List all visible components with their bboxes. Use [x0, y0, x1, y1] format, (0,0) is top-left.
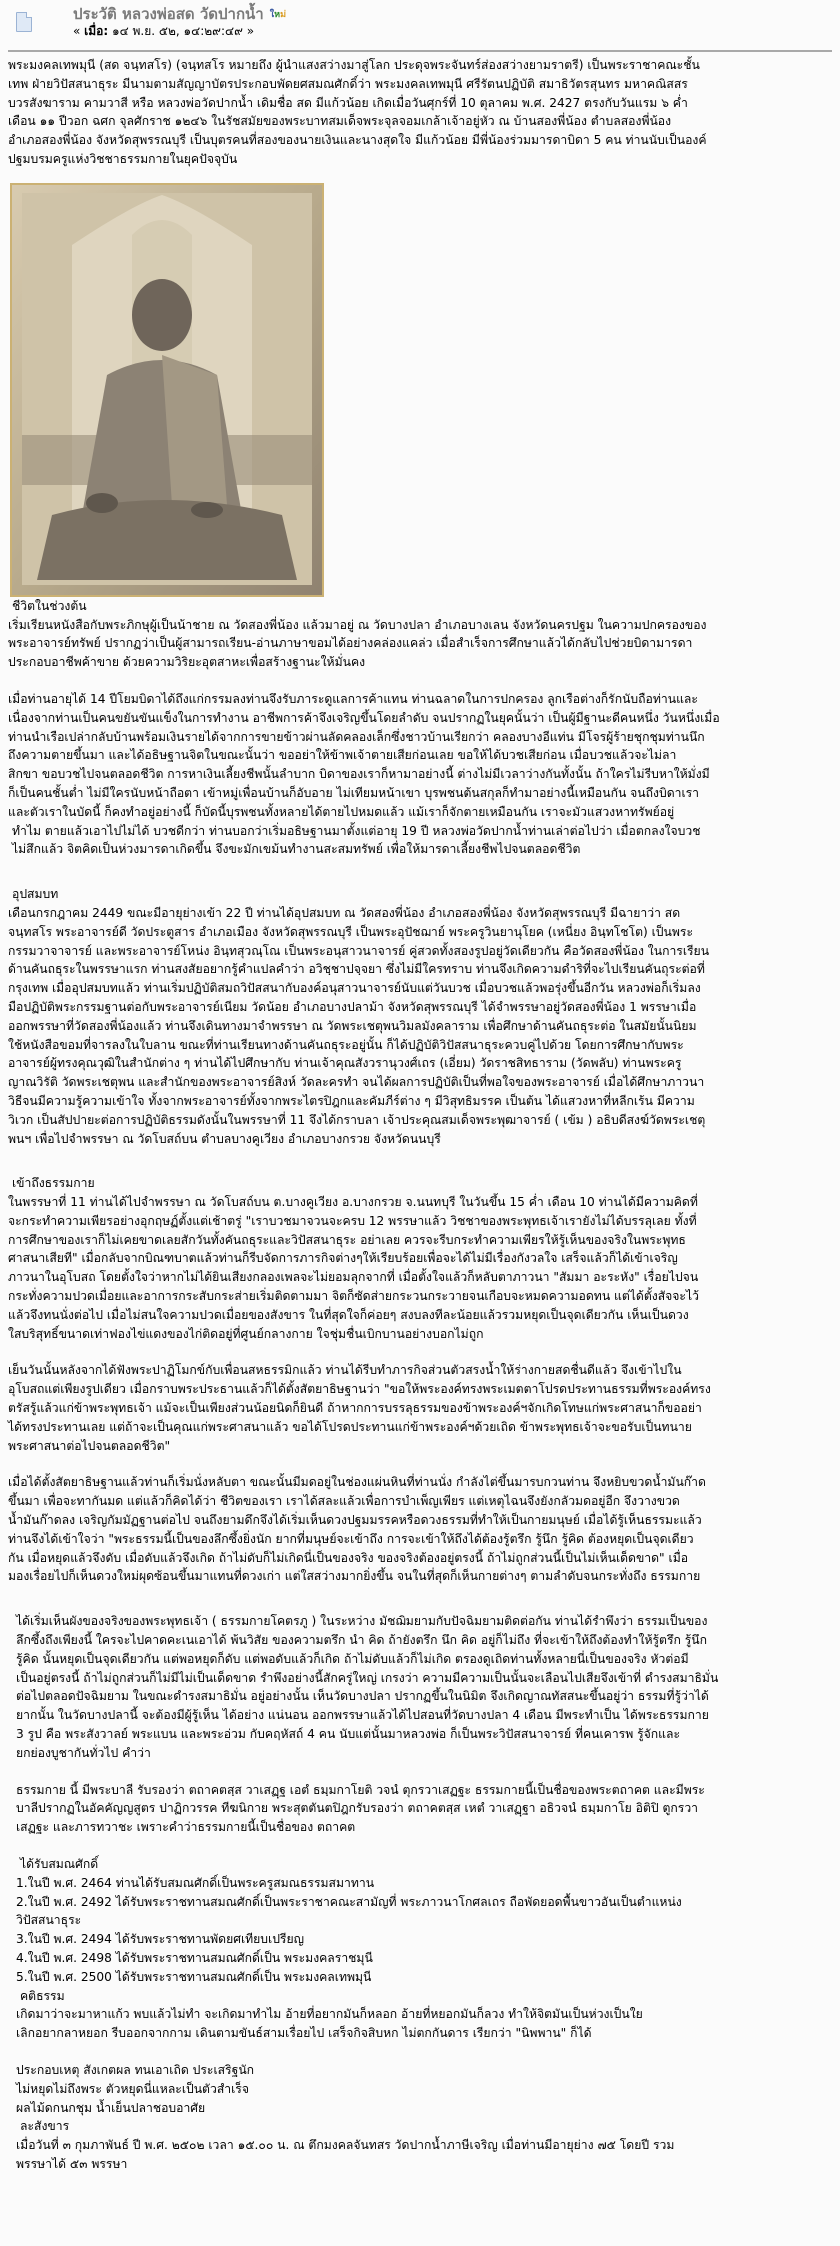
new-badge	[270, 10, 286, 20]
early-life-paragraph-2	[8, 690, 834, 859]
text-line: ใสบริสุทธิ์ขนาดเท่าฟองไข่แดงของไก่ติดอยู่ที่ศูนย์กลางกาย ใจชุ่มชื่นเบิกบานอย่างบอกไม่ถูก	[8, 1326, 484, 1341]
text-line: พระอาจารย์ทรัพย์ ปรากฏว่าเป็นผู้สามารถเรียน-อ่านภาษาขอมได้อย่างคล่องแคล่ว เมื่อสำเร็จการศึกษาแล้วได้กลับไปช่วยบิดามารดา	[8, 636, 693, 651]
teachings-paragraph	[16, 2005, 834, 2043]
list-item: วิปัสสนาธุระ	[16, 1913, 82, 1928]
section-heading-dhammakaya: เข้าถึงธรรมกาย	[12, 1176, 95, 1191]
post-date	[73, 22, 254, 41]
portrait-photo	[10, 183, 324, 597]
spacer	[8, 1586, 834, 1612]
spacer	[8, 1763, 834, 1781]
text-line: เย็นวันนั้นหลังจากได้ฟังพระปาฏิโมกข์กับเพื่อนสหธรรมิกแล้ว ท่านได้รีบทำภารกิจส่วนตัวสรงน้ำให้ร่างกายสดชื่นดีแล้ว จึงเข้าไปใน	[8, 1363, 682, 1378]
text-line: การศึกษาของเราก็ไม่เคยขาดเลยสักวันทั้งคันถธุระและวิปัสสนาธุระ อย่าเลย ควรจะรีบกระทำความเพียรให้รู้เห็นของจริงในพระพุทธ	[8, 1232, 686, 1247]
text-line: บาลีปรากฏในอัคคัญญสูตร ปาฏิกวรรค ทีฆนิกาย พระสุตตันตปิฎกรับรองว่า ตถาคตสฺส เหตํ วาเสฏฺฐา อธิวจนํ ธมฺมกาโย อิติปิ ตูกรวา	[16, 1801, 699, 1816]
text-line: กระทั่งความปวดเมื่อยและอาการกระสับกระส่ายเริ่มติดตามมา จิตก็ซัดส่ายกระวนกระวายจนเกือบจะหมดความอดทน แต่ได้ตั้งสัจจะไว้	[8, 1289, 699, 1304]
list-item: 4.ในปี พ.ศ. 2498 ได้รับพระราชทานสมณศักดิ์เป็น พระมงคลราชมุนี	[16, 1950, 373, 1965]
text-line: ได้เริ่มเห็นผังของจริงของพระพุทธเจ้า ( ธรรมกายโคตรภู ) ในระหว่าง มัชฌิมยามกับปัจฉิมยามติดต่อกัน ท่านได้รำพึงว่า ธรรมเป็นของ	[16, 1614, 708, 1629]
section-heading-ordination: อุปสมบท	[12, 887, 59, 902]
titles-section	[8, 1855, 834, 2174]
text-line: สิกขา ขอบวชไปจนตลอดชีวิต การหาเงินเลี้ยงชีพนั้นลำบาก บิดาของเราก็หามาอย่างนี้ ต่างไม่มีเวลาว่างกันทั้งนั้น ถ้าใครไม่รีบหาให้มั่งมี	[8, 767, 710, 782]
text-line: เริ่มเรียนหนังสือกับพระภิกษุผู้เป็นน้าชาย ณ วัดสองพี่น้อง แล้วมาอยู่ ณ วัดบางปลา อำเภอบางเลน จังหวัดนครปฐม ในความปกครองของ	[8, 617, 707, 632]
text-line: ประกอบอาชีพค้าขาย ด้วยความวิริยะอุตสาหะเพื่อสร้างฐานะให้มั่นคง	[8, 655, 366, 670]
text-line: พรรษาได้ ๕๓ พรรษา	[16, 2156, 128, 2171]
titles-list	[16, 1874, 834, 1987]
text-line: ในพรรษาที่ 11 ท่านได้ไปจำพรรษา ณ วัดโบสถ์บน ต.บางคูเวียง อ.บางกรวย จ.นนทบุรี ในวันขึ้น 15 ค่ำ เดือน 10 ท่านได้มีความคิดที่	[8, 1195, 698, 1210]
post-body	[8, 56, 834, 2174]
list-item: 2.ในปี พ.ศ. 2492 ได้รับพระราชทานสมณศักดิ์เป็นพระราชาคณะสามัญที่ พระภาวนาโกศลเถร ถือพัดยอดพื้นขาวอันเป็นตำแหน่ง	[16, 1894, 682, 1909]
spacer	[8, 1148, 834, 1174]
text-line: ทำไม ตายแล้วเอาไปไม่ได้ บวชดีกว่า ท่านบอกว่าเริ่มอธิษฐานมาตั้งแต่อายุ 19 ปี หลวงพ่อวัดปากน้ำท่านเล่าต่อไปว่า เมื่อตกลงใจบวช	[12, 823, 701, 838]
text-line: เดือนกรกฎาคม 2449 ขณะมีอายุย่างเข้า 22 ปี ท่านได้อุปสมบท ณ วัดสองพี่น้อง อำเภอสองพี่น้อง จังหวัดสุพรรณบุรี มีฉายาว่า สด	[8, 905, 681, 920]
post-title-text[interactable]: ประวัติ หลวงพ่อสด วัดปากน้ำ	[73, 5, 264, 23]
text-line: อำเภอสองพี่น้อง จังหวัดสุพรรณบุรี เป็นบุตรคนที่สองของนายเงินและนางสุดใจ มีแก้วน้อย มีพี่น้องร่วมมารดาบิดา 5 คน ท่านนับเป็นองค์	[8, 133, 707, 148]
text-line: 3 รูป คือ พระสังวาลย์ พระแบน และพระอ่วม กับคฤหัสถ์ 4 คน นับแต่นั้นมาหลวงพ่อ ก็เป็นพระวิปัสสนาจารย์ ที่คนเคารพ รู้จักและ	[16, 1727, 681, 1742]
list-item: 3.ในปี พ.ศ. 2494 ได้รับพระราชทานพัดยศเทียบเปรียญ	[16, 1932, 305, 1947]
text-line: เลิกอยากลาหยอก รีบออกจากกาม เดินตามขันธ์สามเรื่อยไป เสร็จกิจสิบหก ไม่ตกกันดาร เรียกว่า "นิพพาน" ก็ได้	[16, 2026, 592, 2041]
new-badge-char: ใ	[269, 10, 275, 20]
intro-paragraph	[8, 56, 834, 169]
new-badge-char: ห	[274, 10, 281, 20]
teachings-verse	[16, 2061, 834, 2117]
text-line: ตรัสรู้แล้วแก่ข้าพระพุทธเจ้า แม้จะเป็นเพียงส่วนน้อยนิดก็ยินดี ถ้าหากการบรรลุธรรมของข้าพระองค์ฯจักเกิดโทษแก่พระศาสนาก็ขออย่า	[8, 1401, 702, 1416]
text-line: เดือน ๑๑ ปีวอก ฉศก จุลศักราช ๑๒๔๖ ในรัชสมัยของพระบาทสมเด็จพระจุลจอมเกล้าเจ้าอยู่หัว ณ บ้านสองพี่น้อง ตำบลสองพี่น้อง	[8, 114, 672, 129]
text-line: เมื่อได้ตั้งสัตยาธิษฐานแล้วท่านก็เริ่มนั่งหลับตา ขณะนั้นมีมดอยู่ในช่องแผ่นหินที่ท่านนั่ง กำลังไต่ขึ้นมารบกวนท่าน จึงหยิบขวดน้ำมันก๊าด	[8, 1475, 706, 1490]
text-line: ยกย่องบูชากันทั่วไป คำว่า	[16, 1745, 151, 1760]
dhammakaya-paragraph-4	[8, 1612, 834, 1762]
text-line: ญาณวิรัติ วัดพระเชตุพน และสำนักของพระอาจารย์สิงห์ วัดละครทำ จนได้ผลการปฏิบัติเป็นที่พอใจของพระอาจารย์ เมื่อได้ศึกษาภาวนา	[8, 1075, 705, 1090]
text-line: เมื่อท่านอายุได้ 14 ปีโยมบิดาได้ถึงแก่กรรมลงท่านจึงรับภาระดูแลการค้าแทน ท่านฉลาดในการปกครอง ลูกเรือต่างก็รักนับถือท่านและ	[8, 691, 698, 706]
text-line: ธรรมกาย นี้ มีพระบาลี รับรองว่า ตถาคตสฺส วาเสฏฺฐ เอตํ ธมฺมกาโยติ วจนํ ตุกรวาเสฏฐะ ธรรมกายนี้เป็นชื่อของพระตถาคต และมีพระ	[16, 1782, 705, 1797]
text-line: ไม่สึกแล้ว จิตคิดเป็นห่วงมารดาเกิดขึ้น จึงขะมักเขม้นทำงานสะสมทรัพย์ เพื่อให้มารดาเลี้ยงชีพไปจนตลอดชีวิต	[12, 842, 581, 857]
text-line: พระศาสนาต่อไปจนตลอดชีวิต"	[8, 1438, 171, 1453]
spacer	[8, 1455, 834, 1473]
text-line: และตัวเราในบัดนี้ ก็คงทำอยู่อย่างนี้ ก็บัดนี้บุรพชนทั้งหลายได้ตายไปหมดแล้ว แม้เราก็จักตายเหมือนกัน เราจะมัวแสวงหาทรัพย์อยู่	[8, 804, 675, 819]
text-line: มือปฏิบัติพระกรรมฐานต่อกับพระอาจารย์เนียม วัดน้อย อำเภอบางปลาม้า จังหวัดสุพรรณบุรี ได้จำพรรษาอยู่วัดสองพี่น้อง 1 พรรษาเมื่อ	[8, 999, 697, 1014]
text-line: จนฺทสโร พระอาจารย์ดี วัดประตูสาร อำเภอเมือง จังหวัดสุพรรณบุรี เป็นพระอุปัชฌาย์ พระครูวินยานุโยค (เหนี่ยง อินฺทโชโต) เป็นพระ	[8, 924, 693, 939]
text-line: แล้วจึงทนนั่งต่อไป เมื่อไม่สนใจความปวดเมื่อยของสังขาร ในที่สุดใจก็ค่อยๆ สงบลงทีละน้อยแล้วรวมหยุดเป็นจุดเดียวกัน เห็นเป็นดวง	[8, 1307, 689, 1322]
section-heading-teachings: คติธรรม	[20, 1988, 65, 2003]
text-line: เป็นอยู่ตรงนี้ ถ้าไม่ถูกส่วนก็ไม่มีไม่เป็นเด็ดขาด รำพึงอย่างนี้สักครู่ใหญ่ เกรงว่า ความมีความเป็นนั้นจะเลือนไปเสียจึงเข้าที่ ดำรงสมาธิมั่น	[16, 1670, 719, 1685]
text-line: เทพ ฝ่ายวิปัสสนาธุระ มีนามตามสัญญาบัตรประกอบพัดยศสมณศักดิ์ว่า พระมงคลเทพมุนี ศรีรัตนปฏิบัติ สมาธิวัตรสุนทร มหาคณิสสร	[8, 76, 688, 91]
list-item: 1.ในปี พ.ศ. 2464 ท่านได้รับสมณศักดิ์เป็นพระครูสมณธรรมสมาทาน	[16, 1875, 375, 1890]
new-badge-char: ม่	[280, 10, 287, 20]
text-line: บวรสังฆาราม คามวาสี หรือ หลวงพ่อวัดปากน้ำ เดิมชื่อ สด มีแก้วน้อย เกิดเมื่อวันศุกร์ที่ 10 ตุลาคม พ.ศ. 2427 ตรงกับวันแรม ๖ ค่ำ	[8, 95, 688, 110]
text-line: รู้คิด นั้นหยุดเป็นจุดเดียวกัน แต่พอหยุดก็ดับ แต่พอดับแล้วก็เกิด ถ้าไม่ดับแล้วก็ไม่เกิด ตรองดูเถิดท่านทั้งหลายนี่เป็นของจริง หัวต่อมี	[16, 1651, 689, 1666]
text-line: ปฐมบรมครูแห่งวิชชาธรรมกายในยุคปัจจุบัน	[8, 151, 238, 166]
text-line: ขึ้นมา เพื่อจะทากันมด แต่แล้วก็คิดได้ว่า ชีวิตของเรา เราได้สละแล้วเพื่อการบำเพ็ญเพียร แต่เหตุไฉนจึงยังกลัวมดอยู่อีก จึงวางขวด	[8, 1494, 680, 1509]
meta-prefix: «	[73, 24, 85, 38]
text-line: อาจารย์ผู้ทรงคุณวุฒิในสำนักต่าง ๆ ท่านได้ไปศึกษากับ ท่านเจ้าคุณสังวรานุวงศ์เถร (เอี่ยม) วัดราชสิทธาราม (วัดพลับ) ท่านพระครู	[8, 1056, 682, 1071]
text-line: ประกอบเหตุ สังเกตผล ทนเอาเถิด ประเสริฐนัก	[16, 2062, 255, 2077]
document-icon	[16, 12, 32, 32]
spacer	[8, 1837, 834, 1855]
text-line: ออกพรรษาที่วัดสองพี่น้องแล้ว ท่านจึงเดินทางมาจำพรรษา ณ วัดพระเชตุพนวิมลมังคลาราม เพื่อศึกษาด้านคันถธุระต่อ ในสมัยนั้นนิยม	[8, 1018, 697, 1033]
text-line: กัน เมื่อหยุดแล้วจึงดับ เมื่อดับแล้วจึงเกิด ถ้าไม่ดับก็ไม่เกิดนี่เป็นของจริง ของจริงต้องอยู่ตรงนี้ ถ้าไม่ถูกส่วนนี้เป็นไม่เห็นเด็ดขาด" เมื่อ	[8, 1550, 689, 1565]
text-line: ด้านคันถธุระในพรรษาแรก ท่านสงสัยอยากรู้คำแปลคำว่า อวิชฺชาปจฺจยา ซึ่งไม่มีใครทราบ ท่านจึงเกิดความดำริที่จะไปเรียนคันถุระต่อที่	[8, 962, 705, 977]
dhammakaya-paragraph-2	[8, 1361, 834, 1455]
text-line: วิเวก เป็นสัปปายะต่อการปฏิบัติธรรมดังนั้นในพรรษาที่ 11 จึงได้กราบลา เจ้าประคุณสมเด็จพระพุฒาจารย์ ( เข้ม ) อธิบดีสงฆ์วัดพระเชตุ	[8, 1112, 706, 1127]
text-line: วิธีจนมีความรู้ความเข้าใจ ทั้งจากพระอาจารย์ทั้งจากพระไตรปิฎกและคัมภีร์ต่าง ๆ มีวิสุทธิมรรค เป็นต้น ได้แสวงหาที่หลีกเร้น มีความ	[8, 1093, 695, 1108]
text-line: กรุงเทพ เมื่ออุปสมบทแล้ว ท่านเริ่มปฏิบัติสมถวิปัสสนากับองค์อนุสาวนาจารย์นับแต่วันบวช เมื่อบวชแล้วพอรุ่งขึ้นอีกวัน หลวงพ่อก็เริ่มลง	[8, 981, 701, 996]
portrait-illustration	[12, 185, 322, 595]
text-line: กรรมวาจาจารย์ และพระอาจารย์โหน่ง อินฺทสุวณฺโณ เป็นพระอนุสาวนาจารย์ คู่สวดทั้งสองรูปอยู่วัดเดียวกัน คือวัดสองพี่น้อง ในการเรียน	[8, 943, 710, 958]
section-heading-titles: ได้รับสมณศักดิ์	[20, 1857, 99, 1871]
text-line: น้ำมันก๊าดลง เจริญกัมมัฏฐานต่อไป จนถึงยามดึกจึงได้เริ่มเห็นดวงปฐมมรรคหรือดวงธรรมที่ทำให้เป็นกายมนุษย์ เมื่อได้รู้เห็นธรรมะแล้ว	[8, 1513, 702, 1528]
text-line: มองเรื่อยไปก็เห็นดวงใหม่ผุดซ้อนขึ้นมาแทนที่ดวงเก่า แต่ใสสว่างมากยิ่งขึ้น จนในที่สุดก็เห็นกายต่างๆ ตามลำดับจนกระทั่งถึง ธรรมกาย	[8, 1569, 701, 1584]
text-line: เกิดมาว่าจะมาหาแก้ว พบแล้วไม่ทำ จะเกิดมาทำไม อ้ายที่อยากมันก็หลอก อ้ายที่หยอกมันก็ลวง ทำให้จิตมันเป็นห่วงเป็นใย	[16, 2007, 643, 2022]
text-line: ก็เป็นคนชั้นต่ำ ไม่มีใครนับหน้าถือตา เข้าหมู่เพื่อนบ้านก็อับอาย ไม่เทียมหน้าเขา บุรพชนต้นสกุลก็ทำมาอย่างนี้เหมือนกัน จนถึงบิดาเรา	[8, 785, 700, 800]
text-line: ศาสนาเสียที" เมื่อกลับจากบิณฑบาตแล้วท่านก็รีบจัดการภารกิจต่างๆให้เรียบร้อยเพื่อจะได้ไม่มีเรื่องกังวลใจ เสร็จแล้วก็ได้เข้าเจริญ	[8, 1251, 678, 1266]
dhammakaya-paragraph-3	[8, 1473, 834, 1586]
early-life-paragraph-1	[8, 616, 834, 672]
header-divider	[8, 50, 832, 52]
text-line: พนฯ เพื่อไปจำพรรษา ณ วัดโบสถ์บน ตำบลบางคูเวียง อำเภอบางกรวย จังหวัดนนบุรี	[8, 1131, 441, 1146]
text-line: ลึกซึ้งถึงเพียงนี้ ใครจะไปคาดคะเนเอาได้ พ้นวิสัย ของความตรึก นำ คิด ถ้ายังตรึก นึก คิด อยู่ก็ไม่ถึง ที่จะเข้าให้ถึงต้องทำให้รู้ตรึก รู้นึก	[16, 1633, 707, 1648]
spacer	[16, 2043, 834, 2061]
text-line: ท่านนำเรือเปล่ากลับบ้านพร้อมเงินรายได้จากการขายข้าวผ่านลัดคลองเล็กซึ่งชาวบ้านเรียกว่า คลองบางอีแท่น มีโจรผู้ร้ายชุกชุมท่านนึก	[8, 729, 705, 744]
text-line: ท่านจึงได้เข้าใจว่า "พระธรรมนี้เป็นของลึกซึ้งยิ่งนัก ยากที่มนุษย์จะเข้าถึง การจะเข้าให้ถึงได้ต้องรู้ตรึก รู้นึก รู้คิด ต้องหยุดเป็นจุดเดียว	[8, 1531, 694, 1546]
meta-value: ๑๔ พ.ย. ๕๒, ๑๔:๒๙:๔๙ »	[108, 24, 255, 38]
passing-paragraph	[16, 2136, 834, 2174]
spacer	[8, 1343, 834, 1361]
ordination-paragraph	[8, 904, 834, 1148]
text-line: ไม่หยุดไม่ถึงพระ ตัวหยุดนี่แหละเป็นตัวสำเร็จ	[16, 2081, 249, 2096]
text-line: ต่อไปตลอดปัจฉิมยาม ในขณะดำรงสมาธิมั่น อยู่อย่างนั้น เห็นวัดบางปลา ปรากฏขึ้นในนิมิต จึงเกิดญาณทัสสนะขึ้นอยู่ว่า ธรรมที่รู้ว่าได้	[16, 1689, 709, 1704]
dhammakaya-paragraph-5	[8, 1781, 834, 1837]
section-heading-passing: ละสังขาร	[20, 2119, 70, 2134]
text-line: พระมงคลเทพมุนี (สด จนฺทสโร) (จนฺทสโร หมายถึง ผู้นำแสงสว่างมาสู่โลก ประดุจพระจันทร์ส่องสว่างยามราตรี) เป็นพระราชาคณะชั้น	[8, 58, 700, 72]
text-line: เสฏฐะ และภารทวาชะ เพราะคำว่าธรรมกายนี้เป็นชื่อของ ตถาคต	[16, 1820, 356, 1835]
text-line: จะกระทำความเพียรอย่างอุกฤษฏ์ตั้งแต่เช้าตรู่ "เราบวชมาจวนจะครบ 12 พรรษาแล้ว วิชชาของพระพุทธเจ้าเรายังไม่ได้บรรลุเลย ทั้งที่	[8, 1213, 697, 1228]
text-line: ยากนั้น ในวัดบางปลานี้ จะต้องมีผู้รู้เห็น ได้อย่าง แน่นอน ออกพรรษาแล้วได้ไปสอนที่วัดบางปลา 4 เดือน มีพระทำเป็น ได้พระธรรมกาย	[16, 1708, 709, 1723]
text-line: อุโบสถแต่เพียงรูปเดียว เมื่อกราบพระประธานแล้วก็ได้ตั้งสัตยาธิษฐานว่า "ขอให้พระองค์ทรงพระเมตตาโปรดประทานธรรมที่พระองค์ทรง	[8, 1382, 711, 1397]
text-line: ใช้หนังสือขอมที่จารลงในใบลาน ขณะที่ท่านเรียนทางด้านคันถธุระอยู่นั้น ก็ได้ปฏิบัติวิปัสสนาธุระควบคู่ไปด้วย โดยการศึกษากับพระ	[8, 1037, 684, 1052]
spacer	[8, 859, 834, 885]
text-line: ได้ทรงประทานเลย แต่ถ้าจะเป็นคุณแก่พระศาสนาแล้ว ขอได้โปรดประทานแก่ข้าพระองค์ฯด้วยเถิด ข้าพระพุทธเจ้าจะขอรับเป็นทนาย	[8, 1419, 692, 1434]
text-line: เนื่องจากท่านเป็นคนขยันขันแข็งในการทำงาน อาชีพการค้าจึงเจริญขึ้นโดยลำดับ จนปรากฏในยุคนั้นว่า เป็นผู้มีฐานะดีคนหนึ่ง วันหนึ่งเมื่อ	[8, 710, 720, 725]
post-header	[0, 0, 840, 52]
meta-label: เมื่อ:	[84, 24, 109, 38]
text-line: ภาวนาในอุโบสถ โดยตั้งใจว่าหากไม่ได้ยินเสียงกลองเพลจะไม่ยอมลุกจากที่ เมื่อตั้งใจแล้วก็หลับตาภาวนา "สัมมา อะระหัง" เรื่อยไปจน	[8, 1270, 699, 1285]
text-line: ถึงความตายขึ้นมา และได้อธิษฐานจิตในขณะนั้นว่า ขออย่าให้ข้าพเจ้าตายเสียก่อนเลย ขอให้ได้บวชเสียก่อน เมื่อบวชแล้วจะไม่ลา	[8, 748, 677, 763]
section-heading-early-life: ชีวิตในช่วงต้น	[12, 598, 87, 613]
text-line: ผลไม้ดกนกชุม น้ำเย็นปลาชอบอาศัย	[16, 2100, 206, 2115]
spacer	[8, 672, 834, 690]
text-line: เมื่อวันที่ ๓ กุมภาพันธ์ ปี พ.ศ. ๒๕๐๒ เวลา ๑๕.๐๐ น. ณ ตึกมงคลจันทสร วัดปากน้ำภาษีเจริญ เมื่อท่านมีอายุย่าง ๗๕ โดยปี รวม	[16, 2138, 675, 2153]
dhammakaya-paragraph-1	[8, 1193, 834, 1343]
list-item: 5.ในปี พ.ศ. 2500 ได้รับพระราชทานสมณศักดิ์เป็น พระมงคลเทพมุนี	[16, 1969, 372, 1984]
